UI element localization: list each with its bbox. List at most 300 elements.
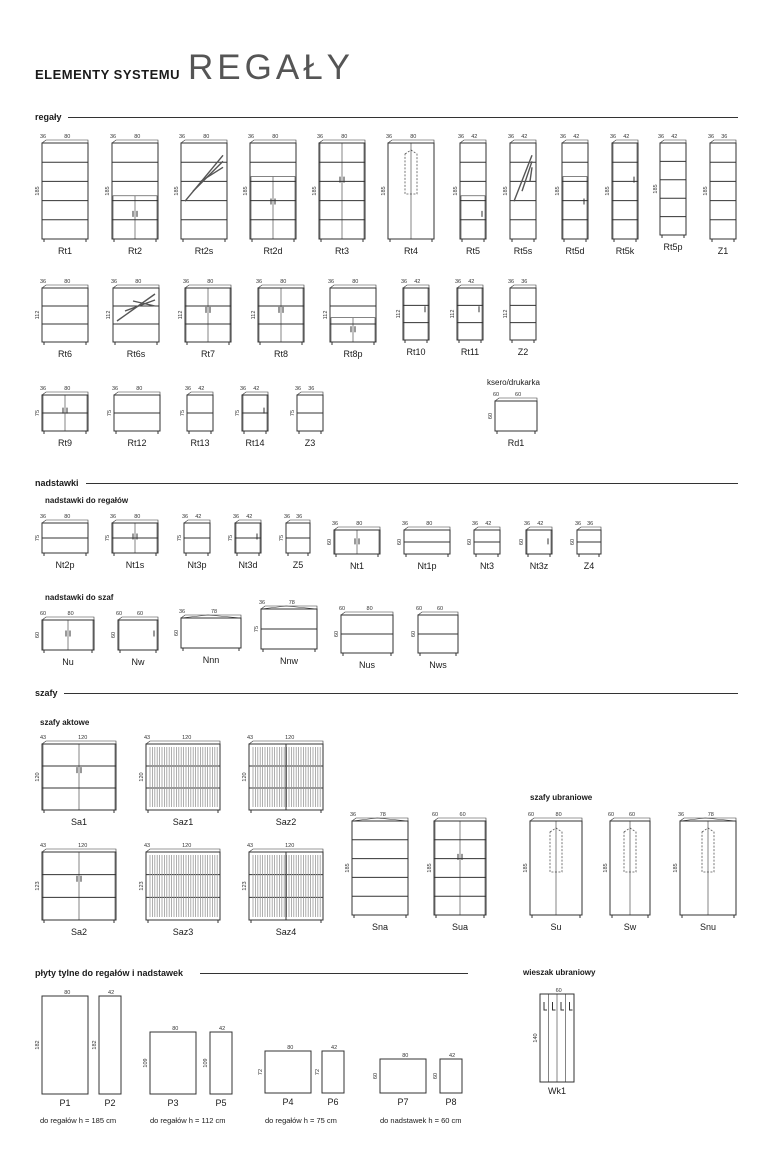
dimension-height: 109 (203, 1058, 209, 1068)
subsection-szafy-ubraniowe: szafy ubraniowe (530, 793, 593, 802)
item-code: Nus (358, 660, 375, 670)
drawing-sw (604, 812, 656, 922)
item-rt8 (251, 279, 304, 359)
drawing-rt3 (313, 134, 371, 246)
dimension-width: 80 (134, 514, 141, 520)
item-nt3 (467, 521, 500, 571)
dimension-width: 80 (67, 611, 74, 617)
dimension-width: 42 (449, 1053, 456, 1059)
dimension-width: 80 (203, 134, 210, 140)
item-code: Rd1 (507, 438, 525, 448)
item-code: Nu (62, 657, 74, 667)
dimension-height: 123 (139, 881, 145, 891)
drawing-nt2p (36, 514, 94, 560)
dimension-width: 80 (135, 279, 142, 285)
dimension-width: 120 (182, 843, 192, 849)
item-sa2 (35, 843, 116, 937)
divider (86, 483, 738, 484)
dimension-height: 75 (228, 534, 234, 542)
dimension-width: 42 (573, 134, 580, 140)
dimension-height: 112 (450, 309, 456, 319)
item-rt8p (323, 279, 376, 359)
dimension-height: 185 (174, 186, 180, 196)
item-code: Nnw (279, 656, 298, 666)
drawing-nnn (175, 609, 247, 655)
item-rt5 (453, 134, 486, 256)
item-code: Rt5d (565, 246, 585, 256)
drawing-z3 (291, 386, 329, 438)
drawing-rt6 (36, 279, 94, 349)
dimension-height: 112 (323, 310, 329, 320)
item-code: Rt2s (194, 246, 214, 256)
drawing-nt3 (468, 521, 506, 561)
drawing-sa1 (36, 735, 122, 817)
item-code: Nt3 (479, 561, 494, 571)
drawing-rt6s (107, 279, 165, 349)
dimension-height: 60 (570, 538, 576, 546)
item-z2 (503, 279, 536, 357)
dimension-width: 42 (471, 134, 478, 140)
dimension-depth: 36 (507, 279, 515, 285)
drawing-nt3p (178, 514, 216, 560)
dimension-width: 78 (210, 609, 218, 615)
drawing-saz4 (243, 843, 329, 927)
section-regaly: regały (35, 112, 62, 122)
dimension-depth: 36 (316, 134, 324, 140)
item-code: Nt1p (417, 561, 437, 571)
item-code: Rt12 (127, 438, 147, 448)
item-rt6s (106, 279, 159, 359)
item-code: P3 (167, 1098, 179, 1108)
item-rt10 (396, 279, 429, 357)
item-code: Nt3p (187, 560, 207, 570)
dimension-width: 120 (182, 735, 192, 741)
dimension-depth: 43 (246, 735, 254, 741)
item-code: Nt1 (349, 561, 364, 571)
item-code: Nnn (202, 655, 220, 665)
drawing-rd1 (489, 392, 543, 438)
note-185: do regałów h = 185 cm (40, 1116, 117, 1125)
subsection-szafy-aktowe: szafy aktowe (40, 718, 90, 727)
item-code: Rt13 (190, 438, 210, 448)
dimension-depth: 60 (431, 812, 439, 818)
dimension-height: 60 (327, 538, 333, 546)
dimension-height: 75 (107, 409, 113, 417)
dimension-depth: 36 (232, 514, 240, 520)
dimension-width: 42 (468, 279, 475, 285)
dimension-height: 185 (555, 186, 561, 196)
dimension-depth: 43 (39, 843, 47, 849)
drawing-nw (112, 611, 164, 657)
dimension-depth: 36 (247, 134, 255, 140)
item-sa1 (35, 735, 116, 827)
dimension-height: 185 (243, 186, 249, 196)
item-code: Nt1s (125, 560, 145, 570)
item-rt3 (312, 134, 365, 256)
dimension-width: 42 (671, 134, 678, 140)
dimension-depth: 36 (327, 279, 335, 285)
item-nnw (254, 600, 317, 666)
dimension-depth: 36 (255, 279, 263, 285)
dimension-width: 80 (172, 1026, 179, 1032)
dimension-width: 60 (436, 606, 444, 612)
item-rt1 (35, 134, 88, 256)
dimension-height: 112 (396, 309, 402, 319)
dimension-width: 42 (219, 1026, 226, 1032)
dimension-width: 78 (288, 600, 295, 606)
dimension-height: 60 (373, 1072, 379, 1080)
dimension-width: 80 (64, 386, 71, 392)
item-saz4 (242, 843, 323, 937)
item-code: Wk1 (548, 1086, 566, 1096)
note-75: do regałów h = 75 cm (265, 1116, 337, 1125)
dimension-depth: 60 (492, 392, 500, 398)
drawing-sna (346, 812, 414, 922)
drawing-p7 (374, 1053, 432, 1097)
drawing-nnw (255, 600, 323, 656)
item-sua (427, 812, 486, 932)
dimension-width: 120 (285, 843, 295, 849)
drawing-rt5 (454, 134, 492, 246)
dimension-width: 80 (287, 1045, 294, 1051)
drawing-p8 (434, 1053, 468, 1097)
item-wk1 (533, 988, 574, 1096)
item-rt6 (35, 279, 88, 359)
drawing-rt12 (108, 386, 166, 438)
dimension-width: 80 (64, 514, 71, 520)
drawing-rt8p (324, 279, 382, 349)
drawing-su (524, 812, 588, 922)
dimension-depth: 60 (415, 606, 423, 612)
title-big: REGAŁY (188, 48, 355, 87)
dimension-height: 123 (35, 881, 41, 891)
dimension-depth: 36 (559, 134, 567, 140)
item-code: Sua (451, 922, 468, 932)
dimension-depth: 36 (507, 134, 515, 140)
item-p7 (373, 1053, 426, 1107)
item-code: P6 (327, 1097, 339, 1107)
item-nws (411, 606, 458, 670)
drawing-saz2 (243, 735, 329, 817)
dimension-depth: 36 (258, 600, 266, 606)
dimension-width: 80 (136, 386, 143, 392)
dimension-depth: 36 (385, 134, 393, 140)
note-60: do nadstawek h = 60 cm (380, 1116, 462, 1125)
item-rt12 (107, 386, 160, 448)
drawing-rt8 (252, 279, 310, 349)
item-code: Rt6 (57, 349, 72, 359)
section-plyty: płyty tylne do regałów i nadstawek (35, 968, 184, 978)
dimension-width: 60 (136, 611, 144, 617)
drawing-nws (412, 606, 464, 660)
item-code: Z3 (304, 438, 316, 448)
dimension-height: 112 (35, 310, 41, 320)
subsection-nadstawki-regalow: nadstawki do regałów (45, 496, 129, 505)
dimension-depth: 36 (109, 134, 117, 140)
dimension-width: 36 (721, 134, 728, 140)
item-snu (673, 812, 736, 932)
note-112: do regałów h = 112 cm (150, 1116, 226, 1125)
item-rt11 (450, 279, 483, 357)
dimension-width: 42 (253, 386, 260, 392)
dimension-height: 185 (105, 186, 111, 196)
dimension-depth: 36 (178, 134, 186, 140)
dimension-width: 42 (198, 386, 205, 392)
dimension-height: 60 (174, 629, 180, 637)
item-code: Saz1 (172, 817, 194, 827)
item-sw (603, 812, 650, 932)
item-rt2d (243, 134, 296, 256)
item-code: Rt4 (403, 246, 418, 256)
item-code: P5 (215, 1098, 227, 1108)
item-code: Rt2 (127, 246, 142, 256)
dimension-width: 60 (515, 392, 522, 398)
dimension-height: 72 (315, 1068, 321, 1076)
drawing-z5 (280, 514, 316, 560)
dimension-height: 185 (345, 863, 351, 873)
dimension-depth: 36 (574, 521, 582, 527)
drawing-wk1 (534, 988, 580, 1086)
dimension-depth: 36 (677, 812, 685, 818)
drawing-rt2s (175, 134, 233, 246)
dimension-width: 42 (414, 279, 421, 285)
dimension-width: 80 (426, 521, 433, 527)
dimension-height: 60 (519, 538, 525, 546)
dimension-width: 60 (555, 988, 562, 994)
dimension-height: 60 (35, 631, 41, 639)
item-code: Nws (429, 660, 447, 670)
dimension-width: 80 (356, 521, 363, 527)
item-code: Rt1 (57, 246, 72, 256)
dimension-height: 60 (467, 538, 473, 546)
item-code: Rt11 (460, 347, 480, 357)
item-code: P7 (397, 1097, 409, 1107)
dimension-width: 80 (341, 134, 348, 140)
dimension-width: 36 (308, 386, 315, 392)
dimension-height: 123 (242, 881, 248, 891)
item-nt1 (327, 521, 380, 571)
drawing-rt4 (382, 134, 440, 246)
dimension-depth: 36 (401, 521, 409, 527)
item-code: Rt14 (245, 438, 265, 448)
dimension-width: 80 (64, 990, 71, 996)
drawing-p4 (259, 1045, 317, 1097)
dimension-width: 80 (207, 279, 214, 285)
drawing-rt7 (179, 279, 237, 349)
item-nw (111, 611, 158, 667)
drawing-rt9 (36, 386, 94, 438)
dimension-height: 185 (35, 186, 41, 196)
item-nus (334, 606, 393, 670)
drawing-sa2 (36, 843, 122, 927)
dimension-width: 42 (521, 134, 528, 140)
drawing-rt5s (504, 134, 542, 246)
item-rt2 (105, 134, 158, 256)
dimension-width: 120 (78, 843, 88, 849)
dimension-height: 185 (523, 863, 529, 873)
dimension-height: 112 (178, 310, 184, 320)
dimension-depth: 43 (143, 843, 151, 849)
item-code: Z2 (517, 347, 529, 357)
item-code: P8 (445, 1097, 457, 1107)
item-saz1 (139, 735, 220, 827)
dimension-depth: 36 (178, 609, 186, 615)
item-code: P2 (104, 1098, 116, 1108)
drawing-rt1 (36, 134, 94, 246)
drawing-p6 (316, 1045, 350, 1097)
item-code: Rt5k (615, 246, 635, 256)
divider (200, 973, 468, 974)
dimension-depth: 36 (457, 134, 465, 140)
item-p2 (92, 990, 121, 1108)
dimension-height: 60 (397, 538, 403, 546)
dimension-height: 109 (143, 1058, 149, 1068)
drawing-p2 (93, 990, 127, 1098)
dimension-height: 140 (533, 1033, 539, 1043)
section-wieszak: wieszak ubraniowy (523, 968, 596, 977)
dimension-height: 60 (111, 631, 117, 639)
item-nt3z (519, 521, 552, 571)
title-small: ELEMENTY SYSTEMU (35, 67, 181, 82)
item-rt9 (35, 386, 88, 448)
item-p3 (143, 1026, 196, 1108)
dimension-depth: 36 (182, 279, 190, 285)
dimension-height: 185 (605, 186, 611, 196)
dimension-depth: 36 (39, 134, 47, 140)
item-code: Su (550, 922, 562, 932)
item-code: Nt3z (529, 561, 549, 571)
drawing-rt10 (397, 279, 435, 347)
dimension-width: 80 (64, 279, 71, 285)
dimension-depth: 36 (657, 134, 665, 140)
subsection-nadstawki-szaf: nadstawki do szaf (45, 593, 114, 602)
drawing-nt3d (229, 514, 267, 560)
item-code: Sa1 (70, 817, 87, 827)
drawing-sua (428, 812, 492, 922)
dimension-depth: 36 (454, 279, 462, 285)
dimension-height: 185 (673, 863, 679, 873)
dimension-width: 80 (410, 134, 417, 140)
dimension-width: 80 (134, 134, 141, 140)
item-code: Rt2d (263, 246, 283, 256)
item-rt2s (174, 134, 227, 256)
dimension-height: 75 (105, 534, 111, 542)
label-ksero: ksero/drukarka (487, 378, 540, 387)
dimension-height: 120 (139, 772, 145, 782)
drawing-rt5p (654, 134, 692, 242)
dimension-height: 182 (35, 1040, 41, 1050)
dimension-height: 120 (35, 772, 41, 782)
item-code: P1 (59, 1098, 71, 1108)
dimension-height: 75 (35, 409, 41, 417)
item-p6 (315, 1045, 344, 1107)
item-code: Saz2 (275, 817, 297, 827)
drawing-rt2 (106, 134, 164, 246)
item-nt3d (228, 514, 261, 570)
dimension-depth: 36 (239, 386, 247, 392)
item-nt1p (397, 521, 450, 571)
item-rt14 (235, 386, 268, 448)
item-rd1 (488, 392, 537, 448)
drawing-p3 (144, 1026, 202, 1098)
dimension-depth: 36 (400, 279, 408, 285)
drawing-nt1 (328, 521, 386, 561)
dimension-depth: 36 (111, 386, 119, 392)
drawing-z4 (571, 521, 607, 561)
item-code: Sna (371, 922, 388, 932)
dimension-height: 75 (254, 625, 260, 633)
item-nu (35, 611, 94, 667)
dimension-depth: 36 (283, 514, 291, 520)
item-code: Nt3d (238, 560, 258, 570)
section-nadstawki: nadstawki (35, 478, 79, 488)
drawing-z1 (704, 134, 742, 246)
page-title (35, 48, 354, 88)
dimension-depth: 60 (39, 611, 47, 617)
dimension-height: 75 (35, 534, 41, 542)
drawing-rt2d (244, 134, 302, 246)
item-code: Rt8 (273, 349, 288, 359)
item-code: Rt9 (57, 438, 72, 448)
dimension-depth: 36 (523, 521, 531, 527)
drawing-nus (335, 606, 399, 660)
dimension-width: 80 (352, 279, 359, 285)
drawing-saz3 (140, 843, 226, 927)
dimension-width: 78 (707, 812, 714, 818)
dimension-height: 185 (603, 863, 609, 873)
dimension-width: 80 (64, 134, 71, 140)
item-rt7 (178, 279, 231, 359)
item-z1 (703, 134, 736, 256)
drawing-p1 (36, 990, 94, 1098)
dimension-height: 60 (433, 1072, 439, 1080)
dimension-width: 60 (459, 812, 466, 818)
item-saz3 (139, 843, 220, 937)
item-p8 (433, 1053, 462, 1107)
dimension-depth: 36 (294, 386, 302, 392)
dimension-width: 42 (331, 1045, 338, 1051)
dimension-depth: 36 (39, 279, 47, 285)
dimension-height: 185 (381, 186, 387, 196)
drawing-nu (36, 611, 100, 657)
item-nnn (174, 609, 241, 665)
item-code: Sa2 (70, 927, 87, 937)
item-code: Rt6s (126, 349, 146, 359)
item-code: Saz4 (275, 927, 297, 937)
dimension-width: 80 (402, 1053, 409, 1059)
item-z3 (290, 386, 323, 448)
drawing-z2 (504, 279, 542, 347)
drawing-p5 (204, 1026, 238, 1098)
item-saz2 (242, 735, 323, 827)
item-z4 (570, 521, 601, 571)
dimension-depth: 36 (181, 514, 189, 520)
item-p4 (258, 1045, 311, 1107)
dimension-depth: 36 (707, 134, 715, 140)
dimension-width: 60 (628, 812, 636, 818)
dimension-depth: 36 (39, 514, 47, 520)
item-code: Saz3 (172, 927, 194, 937)
dimension-width: 80 (280, 279, 287, 285)
item-code: Nw (131, 657, 145, 667)
dimension-height: 185 (703, 186, 709, 196)
dimension-width: 42 (246, 514, 253, 520)
item-z5 (279, 514, 310, 570)
dimension-height: 75 (290, 409, 296, 417)
dimension-height: 185 (312, 186, 318, 196)
dimension-height: 182 (92, 1040, 98, 1050)
item-p5 (203, 1026, 232, 1108)
